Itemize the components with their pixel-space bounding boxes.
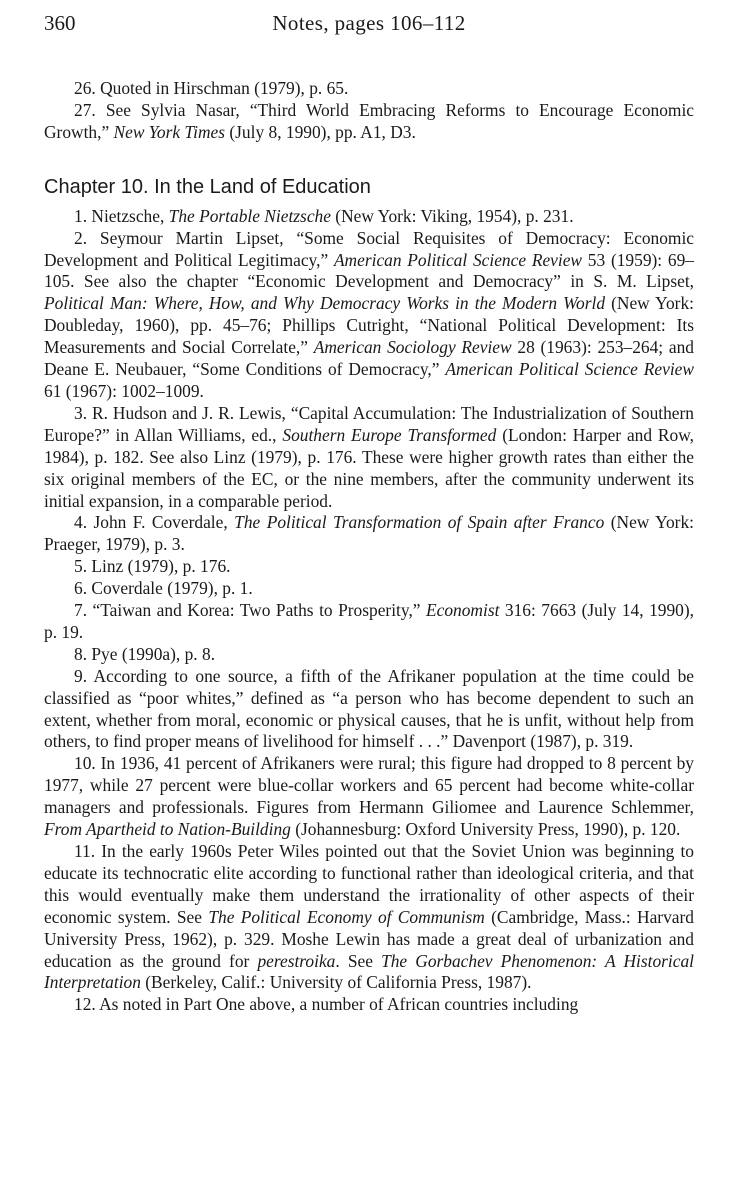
cited-title: Economist [426, 600, 500, 621]
note-text: (New York: Viking, 1954), p. 231. [330, 205, 574, 226]
note-text: 4. John F. Coverdale, [74, 512, 235, 533]
endnote-n11 [44, 841, 694, 994]
cited-title: The Political Economy of Communism [208, 906, 485, 927]
notes-body [44, 78, 694, 1016]
note-text: 8. Pye (1990a), p. 8. [74, 643, 216, 664]
note-text: 61 (1967): 1002–1009. [44, 380, 204, 401]
cited-title: American Sociology Review [313, 337, 512, 358]
endnote-n7 [44, 600, 694, 644]
note-text: 2. Seymour Martin Lipset, “Some Social Requisites of Democracy: Economic Development and Political Legitimacy,” [44, 227, 694, 270]
endnote-n9 [44, 666, 694, 754]
cited-title: From Apartheid to Nation-Building [44, 819, 291, 840]
endnote-n5 [44, 556, 694, 578]
note-text: (Berkeley, Calif.: University of California Press, 1987). [140, 972, 532, 993]
chapter-heading: Chapter 10. In the Land of Education [44, 175, 371, 198]
note-text: 6. Coverdale (1979), p. 1. [74, 578, 253, 599]
chapter-notes [44, 206, 694, 1017]
page-number: 360 [44, 11, 76, 35]
note-text: 26. Quoted in Hirschman (1979), p. 65. [74, 78, 349, 98]
note-text: 12. As noted in Part One above, a number of African countries including [74, 994, 579, 1015]
endnote-n8 [44, 644, 694, 666]
endnote-n10 [44, 753, 694, 841]
cited-title: American Political Science Review [333, 249, 583, 270]
note-text: 9. According to one source, a fifth of the Afrikaner population at the time could be classified as “poor whites,” defined as “a person who has become dependent to such an extent, whether from moral, economic or physical causes, that he is unfit, without help from others, to find proper means of livelihood for himself . . .” Davenport (1987), p. 319. [44, 665, 694, 752]
running-head: Notes, pages 106–112 [272, 11, 466, 35]
note-text: 10. In 1936, 41 percent of Afrikaners were rural; this figure had dropped to 8 percent by 1977, while 27 percent were blue-collar workers and 65 percent had become white-collar managers and professionals. Figures from Hermann Giliomee and Laurence Schlemmer, [44, 753, 694, 818]
endnote-n27 [44, 100, 694, 144]
endnote-n12 [44, 994, 694, 1016]
note-text: 27. See Sylvia Nasar, “Third World Embracing Reforms to Encourage Economic Growth,” [44, 99, 694, 142]
note-text: (Johannesburg: Oxford University Press, 1990), p. 120. [290, 819, 681, 840]
note-text: (New York: Doubleday, 1960), pp. 45–76; Phillips Cutright, “National Political Development: Its Measurements and Social Correlate,” [44, 293, 694, 358]
note-text: (July 8, 1990), pp. A1, D3. [225, 121, 416, 142]
endnote-n3 [44, 403, 694, 513]
note-text: (Cambridge, Mass.: Harvard University Press, 1962), p. 329. Moshe Lewin has made a great deal of urbanization and education as the ground for [44, 906, 694, 971]
endnote-n4 [44, 512, 694, 556]
note-text: (New York: Praeger, 1979), p. 3. [44, 512, 695, 555]
cited-title: Political Man: Where, How, and Why Democracy Works in the Modern World [44, 293, 606, 314]
note-text: 5. Linz (1979), p. 176. [74, 556, 231, 577]
endnote-n2 [44, 228, 694, 403]
cited-title: perestroika [257, 950, 336, 971]
note-text: 28 (1963): 253–264; and Deane E. Neubauer, “Some Conditions of Democracy,” [44, 337, 694, 380]
endnote-n26 [44, 78, 694, 100]
note-text: (London: Harper and Row, 1984), p. 182. See also Linz (1979), p. 176. These were higher growth rates than either the six original members of the EC, or the nine members, after the community underwent its initial expansion, in a comparable period. [44, 424, 694, 511]
cited-title: Southern Europe Transformed [282, 424, 497, 445]
cited-title: American Political Science Review [445, 359, 694, 380]
note-text: 316: 7663 (July 14, 1990), p. 19. [44, 600, 694, 642]
note-text: . See [335, 950, 382, 971]
cited-title: The Portable Nietzsche [168, 205, 331, 226]
cited-title: New York Times [113, 121, 226, 142]
note-text: 3. R. Hudson and J. R. Lewis, “Capital Accumulation: The Industrialization of Southern Europe?” in Allan Williams, ed., [44, 402, 694, 445]
previous-chapter-notes [44, 78, 694, 144]
note-text: 11. In the early 1960s Peter Wiles pointed out that the Soviet Union was beginning to educate its technocratic elite according to functional rather than ideological criteria, and that this would eventually make them understand the irrationality of other aspects of their economic system. See [44, 841, 694, 927]
note-text: 1. Nietzsche, [74, 205, 169, 226]
note-text: 7. “Taiwan and Korea: Two Paths to Prosperity,” [74, 600, 426, 621]
endnote-n6 [44, 578, 694, 600]
note-text: 53 (1959): 69–105. See also the chapter “Economic Development and Democracy” in S. M. Lipset, [44, 249, 694, 292]
cited-title: The Political Transformation of Spain after Franco [234, 512, 605, 533]
page-header [44, 11, 694, 41]
cited-title: The Gorbachev Phenomenon: A Historical Interpretation [44, 950, 694, 993]
endnote-n1 [44, 206, 694, 228]
